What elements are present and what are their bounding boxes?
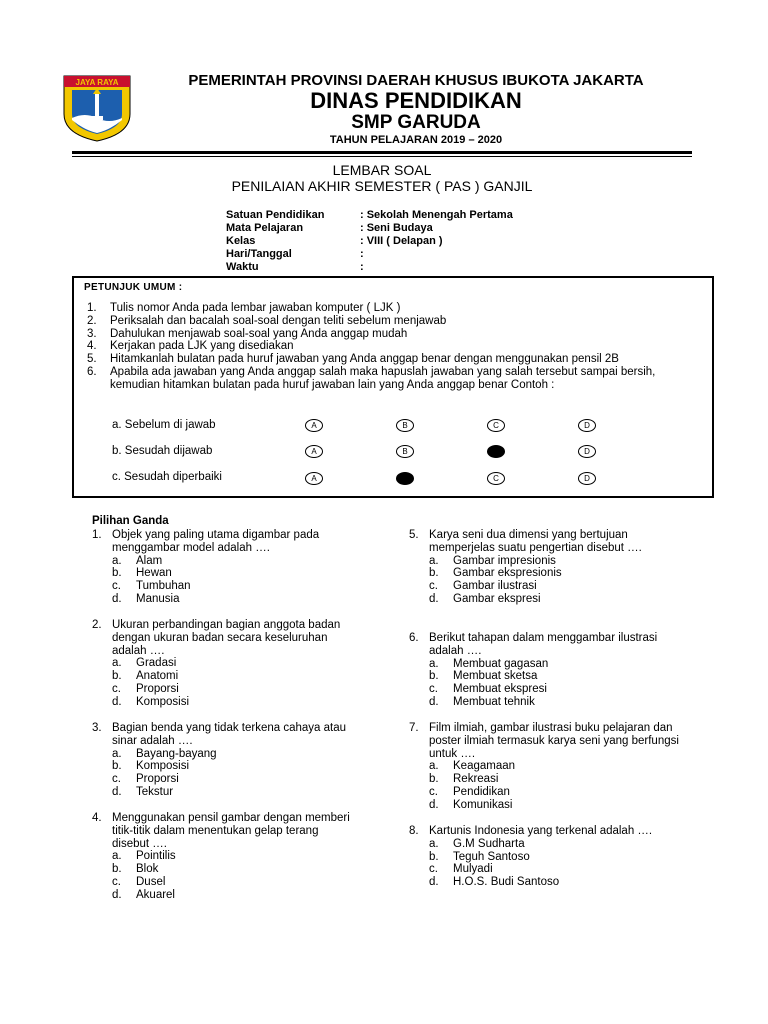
option xyxy=(409,786,679,799)
option-letter: d. xyxy=(429,695,439,708)
option-letter: c. xyxy=(112,773,121,786)
answer-bubble-c-filled: C xyxy=(487,445,505,458)
header-rule-thin xyxy=(72,156,692,157)
answer-bubble-c: C xyxy=(487,419,505,432)
instructions-list xyxy=(87,302,707,392)
question-4 xyxy=(92,812,354,902)
header-year: TAHUN PELAJARAN 2019 – 2020 xyxy=(329,134,503,146)
header-department: DINAS PENDIDIKAN xyxy=(310,88,522,113)
question-7 xyxy=(409,722,679,812)
option-letter: b. xyxy=(429,773,439,786)
option xyxy=(92,683,354,696)
option-letter: c. xyxy=(112,682,121,695)
option-text: G.M Sudharta xyxy=(453,837,525,850)
info-key: Hari/Tanggal xyxy=(226,248,292,260)
option xyxy=(92,670,354,683)
info-key: Mata Pelajaran xyxy=(226,222,304,234)
example-label: c. Sesudah diperbaiki xyxy=(112,471,222,483)
option-text: Pendidikan xyxy=(453,785,510,798)
option-letter: d. xyxy=(429,592,439,605)
option xyxy=(409,696,679,709)
instruction-number: 6. xyxy=(87,365,97,378)
option xyxy=(409,876,679,889)
example-row-before xyxy=(112,419,632,435)
answer-bubble-b-filled: B xyxy=(396,472,414,485)
option-letter: a. xyxy=(429,837,439,850)
option-letter: b. xyxy=(429,850,439,863)
option-letter: b. xyxy=(112,670,122,683)
question-stem: Film ilmiah, gambar ilustrasi buku pelajaran dan poster ilmiah termasuk karya seni yang berfungsi untuk …. xyxy=(429,722,679,760)
option-text: H.O.S. Budi Santoso xyxy=(453,876,560,889)
option-text: Gambar ekspresi xyxy=(453,592,541,605)
question-stem: Kartunis Indonesia yang terkenal adalah …. xyxy=(429,825,653,837)
question-8 xyxy=(409,825,679,889)
answer-bubble-b: B xyxy=(396,419,414,432)
question-1 xyxy=(92,529,354,606)
option xyxy=(92,580,354,593)
option xyxy=(409,760,679,773)
option-text: Gambar ekspresionis xyxy=(453,567,562,580)
info-key: Satuan Pendidikan xyxy=(226,209,325,221)
option-text: Membuat gagasan xyxy=(453,657,549,670)
option-text: Proporsi xyxy=(136,682,179,695)
option xyxy=(92,786,354,799)
option-letter: d. xyxy=(429,876,439,889)
instruction-number: 5. xyxy=(87,353,97,366)
option xyxy=(409,670,679,683)
instruction-item xyxy=(87,328,707,341)
info-row xyxy=(226,235,513,248)
answer-bubble-d: D xyxy=(578,445,596,458)
info-row xyxy=(226,209,513,222)
option-letter: d. xyxy=(112,888,122,901)
info-row xyxy=(226,248,513,261)
option-letter: a. xyxy=(112,554,122,567)
option-letter: c. xyxy=(429,580,438,593)
section-title: Pilihan Ganda xyxy=(92,515,169,527)
question-stem: Karya seni dua dimensi yang bertujuan memperjelas suatu pengertian disebut …. xyxy=(429,529,642,554)
info-value: : xyxy=(360,248,364,260)
header-government: PEMERINTAH PROVINSI DAERAH KHUSUS IBUKOTA JAKARTA xyxy=(188,72,644,89)
option-letter: c. xyxy=(429,863,438,876)
doc-subtitle: PENILAIAN AKHIR SEMESTER ( PAS ) GANJIL xyxy=(231,178,533,194)
instruction-text: Kerjakan pada LJK yang disediakan xyxy=(110,340,294,353)
instruction-number: 4. xyxy=(87,340,97,353)
exam-info xyxy=(226,209,513,274)
option xyxy=(92,863,354,876)
option-letter: b. xyxy=(112,567,122,580)
option-letter: c. xyxy=(112,580,121,593)
option-text: Akuarel xyxy=(136,888,175,901)
question-number: 8. xyxy=(409,825,419,837)
option xyxy=(409,863,679,876)
option-text: Anatomi xyxy=(136,670,179,683)
question-number: 4. xyxy=(92,812,102,824)
option-text: Membuat tehnik xyxy=(453,695,535,708)
option-letter: d. xyxy=(429,798,439,811)
question-3 xyxy=(92,722,354,799)
option-text: Membuat sketsa xyxy=(453,670,538,683)
question-number: 7. xyxy=(409,722,419,734)
option xyxy=(409,567,679,580)
instruction-text: Hitamkanlah bulatan pada huruf jawaban yang Anda anggap benar dengan menggunakan pensil 2B xyxy=(110,353,619,366)
option-text: Komunikasi xyxy=(453,798,513,811)
question-number: 2. xyxy=(92,619,102,631)
instruction-text: Dahulukan menjawab soal-soal yang Anda anggap mudah xyxy=(110,327,408,340)
instruction-item xyxy=(87,353,707,366)
instruction-number: 3. xyxy=(87,327,97,340)
option xyxy=(92,567,354,580)
info-row xyxy=(226,261,513,274)
option-text: Proporsi xyxy=(136,773,179,786)
option-text: Gambar ilustrasi xyxy=(453,580,537,593)
option-text: Komposisi xyxy=(136,760,190,773)
option xyxy=(92,593,354,606)
option-text: Blok xyxy=(136,863,159,876)
answer-bubble-d: D xyxy=(578,419,596,432)
option-text: Bayang-bayang xyxy=(136,747,217,760)
question-number: 3. xyxy=(92,722,102,734)
option xyxy=(409,683,679,696)
question-stem: Menggunakan pensil gambar dengan memberi titik-titik dalam menentukan gelap terang disebut …. xyxy=(112,812,350,850)
answer-bubble-b: B xyxy=(396,445,414,458)
instruction-text: Periksalah dan bacalah soal-soal dengan teliti sebelum menjawab xyxy=(110,314,447,327)
question-stem: Objek yang paling utama digambar pada menggambar model adalah …. xyxy=(112,529,320,554)
option-text: Rekreasi xyxy=(453,773,499,786)
option xyxy=(409,799,679,812)
option-text: Hewan xyxy=(136,567,172,580)
instruction-item xyxy=(87,315,707,328)
option xyxy=(409,851,679,864)
option xyxy=(409,773,679,786)
option-letter: a. xyxy=(112,657,122,670)
option-text: Manusia xyxy=(136,592,180,605)
option-letter: c. xyxy=(429,785,438,798)
question-2 xyxy=(92,619,354,709)
question-number: 1. xyxy=(92,529,102,541)
option xyxy=(92,876,354,889)
info-value: : Sekolah Menengah Pertama xyxy=(360,209,513,221)
option-letter: b. xyxy=(112,863,122,876)
option-text: Keagamaan xyxy=(453,760,516,773)
question-number: 5. xyxy=(409,529,419,541)
instruction-text: Apabila ada jawaban yang Anda anggap salah maka hapuslah jawaban yang salah tersebut sampai bersih, kemudian hitamkan bulatan pada huruf jawaban lain yang Anda anggap benar Contoh : xyxy=(110,365,656,391)
option-letter: a. xyxy=(112,747,122,760)
option-letter: a. xyxy=(112,850,122,863)
option xyxy=(92,555,354,568)
option-text: Tumbuhan xyxy=(136,580,191,593)
option-letter: d. xyxy=(112,785,122,798)
question-stem: Bagian benda yang tidak terkena cahaya atau sinar adalah …. xyxy=(112,722,347,747)
option-letter: d. xyxy=(112,695,122,708)
option-letter: a. xyxy=(429,760,439,773)
option xyxy=(409,580,679,593)
option-text: Mulyadi xyxy=(453,863,493,876)
option-text: Membuat ekspresi xyxy=(453,683,547,696)
instruction-number: 1. xyxy=(87,302,97,314)
answer-bubble-a: A xyxy=(305,419,323,432)
option-letter: b. xyxy=(429,567,439,580)
option-text: Tekstur xyxy=(136,785,174,798)
answer-bubble-d: D xyxy=(578,472,596,485)
info-value: : Seni Budaya xyxy=(360,222,433,234)
option-text: Dusel xyxy=(136,875,166,888)
option-text: Komposisi xyxy=(136,695,190,708)
option xyxy=(92,696,354,709)
question-6 xyxy=(409,632,679,709)
info-value: : VIII ( Delapan ) xyxy=(360,235,443,247)
doc-title: LEMBAR SOAL xyxy=(332,162,432,178)
answer-bubble-c: C xyxy=(487,472,505,485)
option xyxy=(409,593,679,606)
option-letter: b. xyxy=(429,670,439,683)
jakarta-logo xyxy=(60,70,134,142)
header-rule-thick xyxy=(72,151,692,154)
option-letter: a. xyxy=(429,554,439,567)
instruction-item xyxy=(87,302,707,315)
option-text: Pointilis xyxy=(136,850,176,863)
instruction-item xyxy=(87,340,707,353)
example-row-corrected xyxy=(112,471,632,487)
option xyxy=(92,850,354,863)
instruction-number: 2. xyxy=(87,314,97,327)
option-letter: c. xyxy=(429,683,438,696)
option xyxy=(92,657,354,670)
question-stem: Ukuran perbandingan bagian anggota badan dengan ukuran badan secara keseluruhan adalah …. xyxy=(112,619,341,657)
option-letter: c. xyxy=(112,875,121,888)
header-school: SMP GARUDA xyxy=(351,112,481,133)
answer-bubble-a: A xyxy=(305,472,323,485)
logo-text: JAYA RAYA xyxy=(75,78,119,87)
info-key: Kelas xyxy=(226,235,256,247)
option xyxy=(409,838,679,851)
option-text: Teguh Santoso xyxy=(453,850,530,863)
option-text: Alam xyxy=(136,554,163,567)
option-text: Gradasi xyxy=(136,657,177,670)
option xyxy=(92,748,354,761)
option-letter: b. xyxy=(112,760,122,773)
option-letter: d. xyxy=(112,592,122,605)
instructions-title: PETUNJUK UMUM : xyxy=(84,282,183,293)
example-label: a. Sebelum di jawab xyxy=(112,419,216,431)
question-number: 6. xyxy=(409,632,419,644)
question-stem: Berikut tahapan dalam menggambar ilustrasi adalah …. xyxy=(429,632,658,657)
example-label: b. Sesudah dijawab xyxy=(112,445,213,457)
option xyxy=(92,889,354,902)
instruction-item xyxy=(87,366,707,392)
option xyxy=(409,658,679,671)
option xyxy=(92,760,354,773)
option xyxy=(92,773,354,786)
example-row-answered xyxy=(112,445,632,461)
answer-bubble-a: A xyxy=(305,445,323,458)
info-row xyxy=(226,222,513,235)
info-key: Waktu xyxy=(226,261,259,273)
option-text: Gambar impresionis xyxy=(453,554,556,567)
option xyxy=(409,555,679,568)
question-5 xyxy=(409,529,679,606)
option-letter: a. xyxy=(429,657,439,670)
info-value: : xyxy=(360,261,364,273)
instruction-text: Tulis nomor Anda pada lembar jawaban komputer ( LJK ) xyxy=(110,302,401,314)
